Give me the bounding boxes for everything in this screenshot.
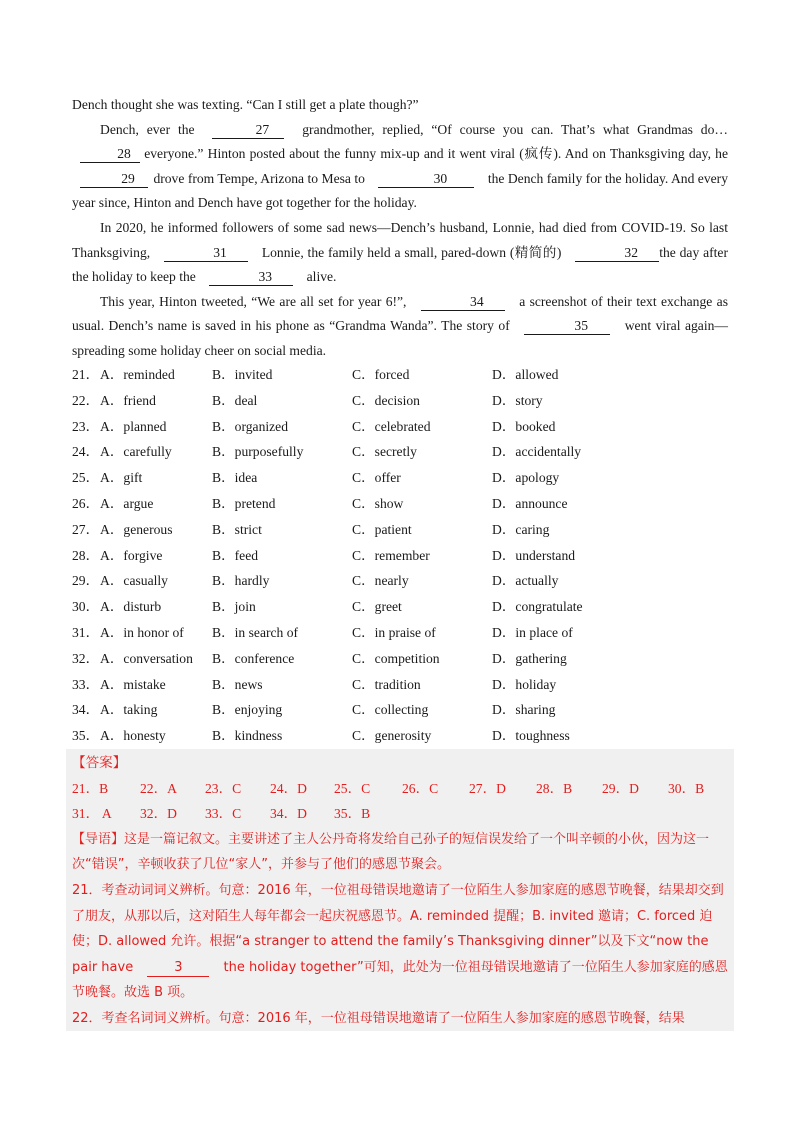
option-c: C．nearly xyxy=(352,573,409,589)
option-b: B．kindness xyxy=(212,728,283,744)
option-d: D．toughness xyxy=(492,728,570,744)
option-row xyxy=(72,673,728,699)
question-number: 26． xyxy=(72,495,100,511)
answer-key: 24．D xyxy=(270,780,308,796)
option-b: B．in search of xyxy=(212,624,299,640)
option-c: C．offer xyxy=(352,470,401,486)
passage-text: Lonnie, the family held a small, pared-down (精简的) xyxy=(261,244,562,260)
cloze-passage xyxy=(72,93,728,364)
option-d: D．sharing xyxy=(492,702,556,718)
passage-text: everyone.” Hinton posted about the funny mix-up and it went viral (疯传). And on Thanksgiving day, he xyxy=(144,146,728,162)
explanation-blank: 3 xyxy=(147,959,209,977)
blank-31: 31 xyxy=(164,244,248,262)
option-c: C．competition xyxy=(352,650,440,666)
option-d: D．accidentally xyxy=(492,444,582,460)
option-d: D．allowed xyxy=(492,367,559,382)
option-c: C．in praise of xyxy=(352,624,436,640)
option-row xyxy=(72,698,728,724)
option-row xyxy=(72,724,728,750)
option-d: D．understand xyxy=(492,547,576,563)
option-a: A．disturb xyxy=(100,599,162,615)
question-number: 21． xyxy=(72,367,100,382)
passage-text: went viral again—spreading some holiday cheer on social media. xyxy=(72,318,728,358)
answer-key: 31． A xyxy=(72,806,112,822)
option-d: D．actually xyxy=(492,573,559,589)
answer-key: 35．B xyxy=(334,806,371,822)
blank-27: 27 xyxy=(212,121,284,139)
option-d: D．booked xyxy=(492,418,556,434)
option-row xyxy=(72,544,728,570)
option-row xyxy=(72,389,728,415)
option-c: C．forced xyxy=(352,367,410,382)
blank-34: 34 xyxy=(421,293,505,311)
passage-text: grandmother, replied, “Of course you can. That’s what Grandmas do… xyxy=(302,121,728,137)
question-number: 32． xyxy=(72,650,100,666)
answer-heading: 【答案】 xyxy=(72,755,127,770)
option-d: D．announce xyxy=(492,495,568,511)
option-row xyxy=(72,363,728,389)
passage-text: a screenshot of their text exchange as usual. Dench’s name is saved in his phone as “Grandma Wanda”. The story of xyxy=(72,293,728,334)
answer-row xyxy=(72,801,728,827)
option-d: D．in place of xyxy=(492,624,573,640)
option-c: C．generosity xyxy=(352,728,432,744)
option-b: B．purposefully xyxy=(212,444,304,460)
option-a: A．mistake xyxy=(100,676,166,692)
option-a: A．generous xyxy=(100,521,173,537)
option-row xyxy=(72,647,728,673)
option-b: B．pretend xyxy=(212,495,276,511)
answer-key: 21．B xyxy=(72,780,109,796)
option-row xyxy=(72,595,728,621)
passage-text: the Dench family for the holiday. And every year since, Hinton and Dench have got together for the holiday. xyxy=(72,170,728,211)
option-c: C．tradition xyxy=(352,676,421,692)
question-number: 29． xyxy=(72,573,100,589)
passage-paragraph xyxy=(72,290,728,364)
option-b: B．idea xyxy=(212,470,258,486)
option-a: A．casually xyxy=(100,573,168,589)
answer-key: 33．C xyxy=(205,806,242,822)
question-number: 33． xyxy=(72,676,100,692)
question-number: 27． xyxy=(72,521,100,537)
passage-text: the day after the holiday to keep the xyxy=(72,244,728,285)
option-a: A．in honor of xyxy=(100,624,184,640)
option-d: D．holiday xyxy=(492,676,557,692)
question-number: 25． xyxy=(72,470,100,486)
passage-text: This year, Hinton tweeted, “We are all set for year 6!”, xyxy=(100,293,407,309)
option-c: C．secretly xyxy=(352,444,417,460)
option-a: A．conversation xyxy=(100,650,193,666)
option-a: A．planned xyxy=(100,418,167,434)
passage-paragraph xyxy=(72,216,728,290)
passage-text: drove from Tempe, Arizona to Mesa to xyxy=(153,170,365,186)
option-b: B．invited xyxy=(212,367,273,382)
answer-key: 27．D xyxy=(469,780,507,796)
option-b: B．strict xyxy=(212,521,262,537)
option-a: A．taking xyxy=(100,702,158,718)
option-d: D．gathering xyxy=(492,650,567,666)
option-a: A．gift xyxy=(100,470,143,486)
option-row xyxy=(72,569,728,595)
answer-key: 26．C xyxy=(402,780,439,796)
answer-key: 23．C xyxy=(205,780,242,796)
guide-text: 【导语】这是一篇记叙文。主要讲述了主人公丹奇将发给自己孙子的短信误发给了一个叫辛顿的小伙，因为这一次“错误”，辛顿收获了几位“家人”，并参与了他们的感恩节聚会。 xyxy=(72,831,710,873)
option-a: A．carefully xyxy=(100,444,172,460)
blank-30: 30 xyxy=(378,170,474,188)
passage-text: Dench, ever the xyxy=(100,121,195,137)
explanation-text: the holiday together”可知，此处为一位祖母错误地邀请了一位陌生人参加家庭的感恩节晚餐。故选 B 项。 xyxy=(72,959,728,1001)
option-d: D．caring xyxy=(492,521,550,537)
option-c: C．show xyxy=(352,495,404,511)
option-row xyxy=(72,492,728,518)
option-b: B．join xyxy=(212,599,256,615)
option-a: A．forgive xyxy=(100,547,163,563)
blank-32: 32 xyxy=(575,244,659,262)
option-b: B．deal xyxy=(212,392,258,408)
blank-28: 28 xyxy=(80,145,140,163)
passage-paragraph xyxy=(72,118,728,216)
answer-key: 29．D xyxy=(602,780,640,796)
option-b: B．conference xyxy=(212,650,295,666)
options-list xyxy=(72,363,728,750)
question-number: 31． xyxy=(72,624,100,640)
option-c: C．greet xyxy=(352,599,402,615)
answer-key: 30．B xyxy=(668,780,705,796)
answer-key: 22．A xyxy=(140,780,178,796)
option-b: B．feed xyxy=(212,547,259,563)
question-number: 35． xyxy=(72,728,100,744)
blank-35: 35 xyxy=(524,317,610,335)
question-number: 23． xyxy=(72,418,100,434)
answer-key: 34．D xyxy=(270,806,308,822)
option-b: B．hardly xyxy=(212,573,270,589)
answer-key: 32．D xyxy=(140,806,178,822)
passage-text: In 2020, he informed followers of some sad news—Dench’s husband, Lonnie, had died from COVID-19. So last Thanksgiving, xyxy=(72,219,728,260)
explanation-text: 21．考查动词词义辨析。句意：2016 年，一位祖母错误地邀请了一位陌生人参加家庭的感恩节晚餐，结果却交到了朋友，从那以后，这对陌生人每年都会一起庆祝感恩节。A. reminded 提醒；B. invited 邀请；C. forced 迫使；D. allowed 允许。根据“a stranger to attend the family’s Thanksgiving dinner”以及下文“now the pair have xyxy=(72,882,724,975)
answer-section xyxy=(72,750,728,1032)
option-c: C．decision xyxy=(352,392,420,408)
passage-line: Dench thought she was texting. “Can I still get a plate though?” xyxy=(72,97,419,112)
option-row xyxy=(72,466,728,492)
passage-text: alive. xyxy=(306,269,337,285)
option-row xyxy=(72,518,728,544)
option-row xyxy=(72,415,728,441)
option-row xyxy=(72,440,728,466)
option-c: C．collecting xyxy=(352,702,429,718)
blank-33: 33 xyxy=(209,268,293,286)
answer-row xyxy=(72,776,728,802)
option-a: A．reminded xyxy=(100,367,175,382)
option-b: B．enjoying xyxy=(212,702,283,718)
option-c: C．remember xyxy=(352,547,430,563)
answer-key: 28．B xyxy=(536,780,573,796)
option-c: C．celebrated xyxy=(352,418,431,434)
explanation-22: 22．考查名词词义辨析。句意：2016 年，一位祖母错误地邀请了一位陌生人参加家庭的感恩节晚餐，结果 xyxy=(72,1010,685,1026)
option-a: A．honesty xyxy=(100,728,166,744)
option-b: B．organized xyxy=(212,418,289,434)
option-d: D．apology xyxy=(492,470,560,486)
option-d: D．story xyxy=(492,392,543,408)
option-a: A．argue xyxy=(100,495,154,511)
question-number: 24． xyxy=(72,444,100,460)
explanation-21 xyxy=(72,878,728,1006)
answer-key: 25．C xyxy=(334,780,371,796)
question-number: 34． xyxy=(72,702,100,718)
option-row xyxy=(72,621,728,647)
question-number: 28． xyxy=(72,547,100,563)
question-number: 30． xyxy=(72,599,100,615)
question-number: 22． xyxy=(72,392,100,408)
option-d: D．congratulate xyxy=(492,599,583,615)
option-a: A．friend xyxy=(100,392,156,408)
option-c: C．patient xyxy=(352,521,412,537)
option-b: B．news xyxy=(212,676,263,692)
blank-29: 29 xyxy=(80,170,148,188)
